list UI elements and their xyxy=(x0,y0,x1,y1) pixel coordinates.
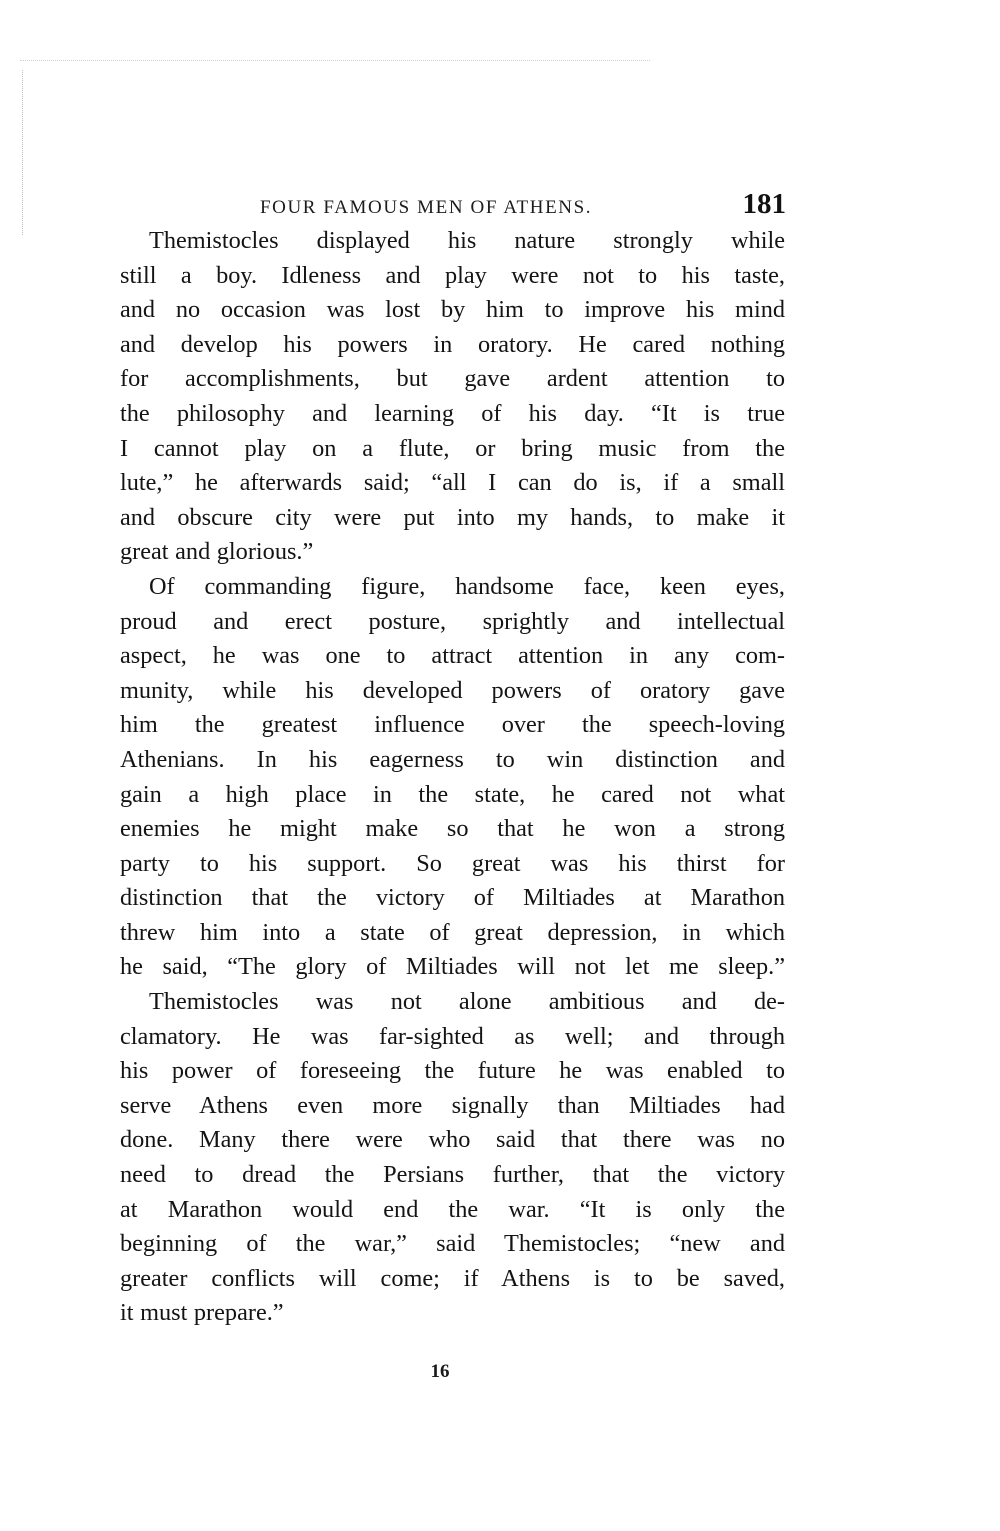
text-line: his power of foreseeing the future he was enabled to xyxy=(120,1057,785,1085)
text-line: at Marathon would end the war. “It is only the xyxy=(120,1195,785,1223)
text-line: proud and erect posture, sprightly and intellectual xyxy=(120,607,785,635)
text-line: clamatory. He was far-sighted as well; and through xyxy=(120,1022,785,1050)
text-line: greater conflicts will come; if Athens is to be saved, xyxy=(120,1264,785,1292)
text-line: lute,” he afterwards said; “all I can do is, if a small xyxy=(120,469,785,497)
text-line: gain a high place in the state, he cared not what xyxy=(120,780,785,808)
text-line: he said, “The glory of Miltiades will not let me sleep.” xyxy=(120,953,785,981)
text-line: it must prepare.” xyxy=(120,1299,284,1327)
scan-edge-top xyxy=(20,60,650,61)
text-line: him the greatest influence over the speech-loving xyxy=(120,711,785,739)
text-line: need to dread the Persians further, that the victory xyxy=(120,1161,785,1189)
text-line: still a boy. Idleness and play were not to his taste, xyxy=(120,261,785,289)
text-line: I cannot play on a flute, or bring music from the xyxy=(120,434,785,462)
paragraph-3 xyxy=(120,985,785,1331)
paragraph-2 xyxy=(120,570,785,985)
text-line: distinction that the victory of Miltiades at Marathon xyxy=(120,884,785,912)
text-line: beginning of the war,” said Themistocles; “new and xyxy=(120,1230,785,1258)
signature-mark: 16 xyxy=(430,1361,450,1382)
paragraph-1 xyxy=(120,224,785,570)
text-line: Athenians. In his eagerness to win distinction and xyxy=(120,745,785,773)
text-line: and obscure city were put into my hands, to make it xyxy=(120,503,785,531)
text-line: threw him into a state of great depression, in which xyxy=(120,918,785,946)
text-line: Themistocles was not alone ambitious and de- xyxy=(149,988,785,1016)
text-line: for accomplishments, but gave ardent attention to xyxy=(120,365,785,393)
text-line: and develop his powers in oratory. He cared nothing xyxy=(120,330,785,358)
text-line: and no occasion was lost by him to improve his mind xyxy=(120,296,785,324)
text-line: enemies he might make so that he won a strong xyxy=(120,815,785,843)
text-line: serve Athens even more signally than Miltiades had xyxy=(120,1091,785,1119)
text-line: the philosophy and learning of his day. “It is true xyxy=(120,399,785,427)
text-line: great and glorious.” xyxy=(120,538,314,566)
text-line: Of commanding figure, handsome face, keen eyes, xyxy=(149,572,785,600)
text-line: done. Many there were who said that there was no xyxy=(120,1126,785,1154)
running-head-title: FOUR FAMOUS MEN OF ATHENS. xyxy=(260,197,593,218)
text-line: munity, while his developed powers of oratory gave xyxy=(120,676,785,704)
page-number: 181 xyxy=(742,188,786,220)
text-line: Themistocles displayed his nature strongly while xyxy=(149,227,785,254)
text-line: party to his support. So great was his thirst for xyxy=(120,849,785,877)
running-head xyxy=(120,188,788,228)
body-text xyxy=(120,224,785,1331)
scan-edge-left xyxy=(22,70,23,235)
text-line: aspect, he was one to attract attention in any com- xyxy=(120,642,785,670)
